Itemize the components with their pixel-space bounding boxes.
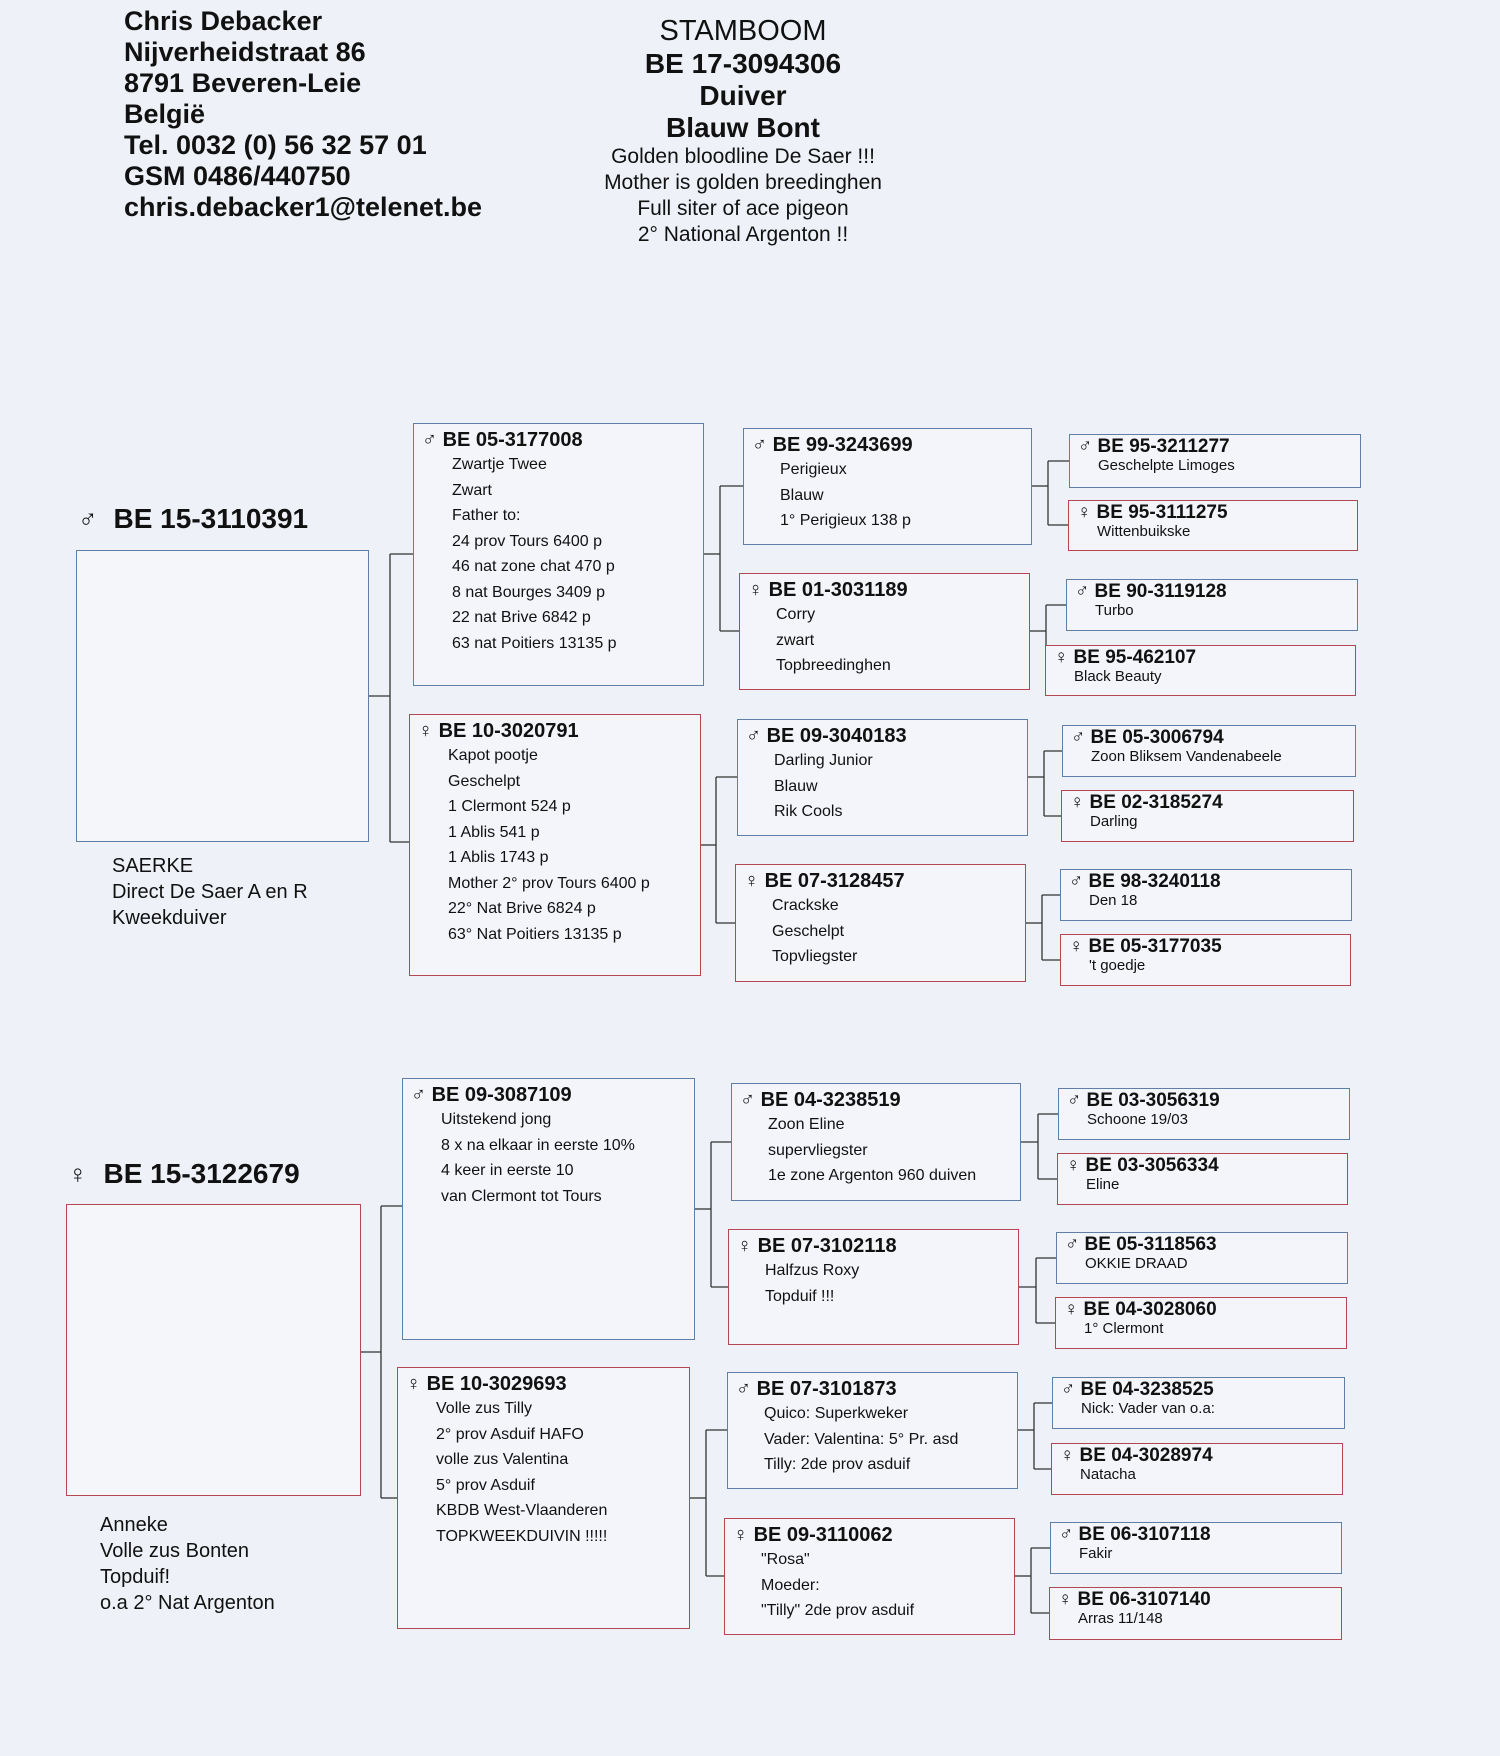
card-detail-line: Zoon Eline <box>768 1116 845 1133</box>
father-notes <box>112 853 308 931</box>
pedigree-card-mother-ff <box>731 1083 1021 1201</box>
card-header <box>1051 1523 1341 1545</box>
card-detail-line: Geschelpt <box>772 922 845 940</box>
card-header <box>1058 1154 1347 1176</box>
card-header <box>410 715 700 743</box>
mother-note: Anneke <box>100 1514 168 1536</box>
male-symbol-icon: ♂ <box>411 1084 432 1106</box>
pedigree-note: Mother is golden breedinghen <box>604 171 882 194</box>
card-header <box>1069 501 1357 523</box>
male-symbol-icon: ♂ <box>1067 1090 1087 1111</box>
card-header <box>1050 1588 1341 1610</box>
card-header <box>1056 1298 1346 1320</box>
ring-number: BE 03-3056319 <box>1086 1090 1220 1111</box>
female-symbol-icon: ♀ <box>744 870 765 892</box>
card-detail-line: Crackske <box>772 897 839 914</box>
male-symbol-icon: ♂ <box>1078 436 1098 457</box>
father-note: SAERKE <box>112 855 194 877</box>
ring-number: BE 07-3102118 <box>757 1235 897 1257</box>
ring-number: BE 99-3243699 <box>772 434 913 456</box>
card-header <box>732 1084 1020 1112</box>
pedigree-card-father-fff <box>1069 434 1361 488</box>
card-detail-line: TOPKWEEKDUIVIN !!!!! <box>436 1527 608 1545</box>
pedigree-card-father-mmm <box>1060 934 1351 986</box>
card-detail-line: Blauw <box>774 777 818 795</box>
card-detail-line: KBDB West-Vlaanderen <box>436 1502 608 1519</box>
mother-notes <box>100 1512 275 1616</box>
ring-number: BE 10-3029693 <box>426 1373 567 1395</box>
card-header <box>1046 646 1355 668</box>
father-photo-frame <box>76 550 369 842</box>
ring-number: BE 07-3128457 <box>764 870 905 892</box>
ring-number: BE 03-3056334 <box>1085 1155 1219 1176</box>
pedigree-card-father-fmm <box>1045 645 1356 696</box>
card-detail-line: Darling <box>1090 813 1138 830</box>
card-detail-line: Moeder: <box>761 1576 820 1594</box>
card-detail-line: 46 nat zone chat 470 p <box>452 558 615 575</box>
pedigree-color: Blauw Bont <box>666 112 820 143</box>
card-detail-line: "Rosa" <box>761 1551 810 1568</box>
ring-number: BE 09-3040183 <box>766 725 907 747</box>
pedigree-card-mother-mmf <box>1050 1522 1342 1574</box>
card-detail-line: Schoone 19/03 <box>1087 1111 1188 1128</box>
ring-number: BE 04-3028974 <box>1079 1445 1213 1466</box>
ring-number: BE 98-3240118 <box>1088 871 1221 892</box>
card-detail-line: Topduif !!! <box>765 1287 835 1305</box>
pedigree-card-father-mother <box>409 714 701 976</box>
card-header <box>736 865 1025 893</box>
father-note: Kweekduiver <box>112 907 227 929</box>
female-symbol-icon: ♀ <box>68 1159 88 1189</box>
ring-number: BE 95-3211277 <box>1097 436 1230 457</box>
card-detail-line: 1 Ablis 541 p <box>448 823 540 841</box>
card-detail-line: Turbo <box>1095 602 1134 619</box>
female-symbol-icon: ♀ <box>406 1373 427 1395</box>
pedigree-card-mother-mfm <box>1051 1443 1343 1495</box>
mother-photo-frame <box>66 1204 361 1496</box>
owner-street: Nijverheidstraat 86 <box>124 37 366 67</box>
female-symbol-icon: ♀ <box>1077 502 1097 523</box>
male-symbol-icon: ♂ <box>78 504 98 534</box>
mother-ring: BE 15-3122679 <box>103 1158 300 1189</box>
male-symbol-icon: ♂ <box>1069 871 1089 892</box>
card-detail-line: 63° Nat Poitiers 13135 p <box>448 925 622 943</box>
pedigree-note: 2° National Argenton !! <box>637 223 849 246</box>
pedigree-card-father-ff <box>743 428 1032 545</box>
ring-number: BE 04-3238525 <box>1080 1379 1214 1400</box>
card-detail-line: 1e zone Argenton 960 duiven <box>768 1167 977 1184</box>
pedigree-sex: Duiver <box>699 80 787 111</box>
ring-number: BE 06-3107118 <box>1078 1524 1211 1545</box>
ring-number: BE 09-3087109 <box>431 1084 572 1106</box>
male-symbol-icon: ♂ <box>740 1089 761 1111</box>
card-detail-line: 1 Clermont 524 p <box>448 798 571 815</box>
ring-number: BE 10-3020791 <box>438 720 579 742</box>
card-detail-line: Corry <box>776 606 816 623</box>
card-detail-line: Eline <box>1086 1176 1120 1193</box>
card-detail-line: Nick: Vader van o.a: <box>1081 1400 1215 1417</box>
female-symbol-icon: ♀ <box>1060 1445 1080 1466</box>
ring-number: BE 05-3177035 <box>1088 936 1222 957</box>
ring-number: BE 01-3031189 <box>768 579 908 601</box>
card-header <box>1062 791 1353 813</box>
card-header <box>414 424 703 452</box>
card-detail-line: Kapot pootje <box>448 747 538 764</box>
card-header <box>1070 435 1360 457</box>
card-detail-line: 1° Perigieux 138 p <box>780 512 911 529</box>
card-detail-line: Black Beauty <box>1074 668 1162 685</box>
card-detail-line: Zwartje Twee <box>452 456 547 473</box>
female-symbol-icon: ♀ <box>733 1524 754 1546</box>
owner-city: 8791 Beveren-Leie <box>124 68 362 98</box>
pedigree-card-mother-fff <box>1058 1088 1350 1140</box>
female-symbol-icon: ♀ <box>1066 1155 1086 1176</box>
male-symbol-icon: ♂ <box>1065 1234 1085 1255</box>
card-detail-line: 24 prov Tours 6400 p <box>452 532 603 550</box>
pedigree-card-father-mf <box>737 719 1028 836</box>
card-detail-line: supervliegster <box>768 1141 868 1159</box>
card-detail-line: Den 18 <box>1089 892 1138 909</box>
pedigree-card-father-mm <box>735 864 1026 982</box>
card-detail-line: 63 nat Poitiers 13135 p <box>452 634 617 652</box>
ring-number: BE 90-3119128 <box>1094 581 1227 602</box>
male-symbol-icon: ♂ <box>752 434 773 456</box>
card-detail-line: 1° Clermont <box>1084 1320 1164 1337</box>
card-detail-line: Vader: Valentina: 5° Pr. asd <box>764 1430 959 1448</box>
ring-number: BE 05-3177008 <box>442 429 583 451</box>
pedigree-card-mother-mother <box>397 1367 690 1629</box>
card-detail-line: volle zus Valentina <box>436 1451 569 1468</box>
pedigree-card-father-mff <box>1062 725 1356 777</box>
female-symbol-icon: ♀ <box>1058 1589 1078 1610</box>
father-note: Direct De Saer A en R <box>112 881 308 903</box>
card-detail-line: OKKIE DRAAD <box>1085 1255 1188 1272</box>
card-detail-line: 't goedje <box>1089 957 1146 974</box>
pedigree-card-mother-father <box>402 1078 695 1340</box>
female-symbol-icon: ♀ <box>1054 647 1074 668</box>
pedigree-note: Golden bloodline De Saer !!! <box>611 145 875 168</box>
card-detail-line: 22° Nat Brive 6824 p <box>448 900 596 917</box>
female-symbol-icon: ♀ <box>737 1235 758 1257</box>
card-detail-line: Halfzus Roxy <box>765 1262 860 1279</box>
ring-number: BE 95-3111275 <box>1096 502 1228 523</box>
owner-country: België <box>124 99 206 129</box>
card-detail-line: Rik Cools <box>774 803 843 820</box>
card-header <box>1057 1233 1347 1255</box>
pedigree-note: Full siter of ace pigeon <box>637 197 849 220</box>
card-header <box>1053 1378 1344 1400</box>
mother-note: Topduif! <box>100 1566 171 1588</box>
pedigree-card-mother-fm <box>728 1229 1019 1345</box>
card-detail-line: 1 Ablis 1743 p <box>448 849 549 866</box>
ring-number: BE 95-462107 <box>1073 647 1197 668</box>
card-header <box>403 1079 694 1107</box>
male-symbol-icon: ♂ <box>1071 727 1091 748</box>
card-header <box>398 1368 689 1396</box>
card-header <box>729 1230 1018 1258</box>
pedigree-card-mother-fmm <box>1055 1297 1347 1349</box>
card-detail-line: Perigieux <box>780 461 847 478</box>
pedigree-card-mother-fmf <box>1056 1232 1348 1284</box>
ring-number: BE 02-3185274 <box>1089 792 1223 813</box>
female-symbol-icon: ♀ <box>418 720 439 742</box>
card-detail-line: Wittenbuikske <box>1097 523 1191 540</box>
card-header <box>728 1373 1017 1401</box>
father-heading <box>78 503 308 535</box>
mother-note: o.a 2° Nat Argenton <box>100 1592 275 1614</box>
pedigree-ring-number: BE 17-3094306 <box>644 48 842 79</box>
card-detail-line: Geschelpt <box>448 772 521 790</box>
card-header <box>725 1519 1014 1547</box>
ring-number: BE 04-3028060 <box>1083 1299 1217 1320</box>
ring-number: BE 04-3238519 <box>760 1089 901 1111</box>
pedigree-card-father-mfm <box>1061 790 1354 842</box>
card-detail-line: "Tilly" 2de prov asduif <box>761 1602 915 1619</box>
pedigree-heading: STAMBOOM <box>659 15 827 47</box>
male-symbol-icon: ♂ <box>422 429 443 451</box>
card-detail-line: 4 keer in eerste 10 <box>441 1162 574 1179</box>
card-header <box>738 720 1027 748</box>
pedigree-card-mother-mf <box>727 1372 1018 1489</box>
card-detail-line: Topbreedinghen <box>776 657 891 674</box>
pedigree-card-mother-mff <box>1052 1377 1345 1429</box>
male-symbol-icon: ♂ <box>746 725 767 747</box>
card-detail-line: Volle zus Tilly <box>436 1400 533 1417</box>
card-detail-line: Natacha <box>1080 1466 1136 1483</box>
card-detail-line: Mother 2° prov Tours 6400 p <box>448 874 650 892</box>
card-detail-line: Father to: <box>452 507 521 524</box>
female-symbol-icon: ♀ <box>1064 1299 1084 1320</box>
card-header <box>1052 1444 1342 1466</box>
card-detail-line: van Clermont tot Tours <box>441 1187 602 1205</box>
card-header <box>1061 935 1350 957</box>
card-detail-line: Geschelpte Limoges <box>1098 457 1235 474</box>
female-symbol-icon: ♀ <box>748 579 769 601</box>
pedigree-card-father-father <box>413 423 704 686</box>
ring-number: BE 05-3006794 <box>1090 727 1224 748</box>
owner-phone: Tel. 0032 (0) 56 32 57 01 <box>124 130 427 160</box>
card-detail-line: Quico: Superkweker <box>764 1405 909 1422</box>
male-symbol-icon: ♂ <box>1059 1524 1079 1545</box>
card-detail-line: Darling Junior <box>774 752 873 769</box>
pedigree-card-mother-mm <box>724 1518 1015 1635</box>
card-detail-line: 5° prov Asduif <box>436 1476 535 1494</box>
card-detail-line: Tilly: 2de prov asduif <box>764 1456 911 1473</box>
male-symbol-icon: ♂ <box>1061 1379 1081 1400</box>
pedigree-card-mother-ffm <box>1057 1153 1348 1205</box>
card-header <box>1067 580 1357 602</box>
male-symbol-icon: ♂ <box>1075 581 1095 602</box>
female-symbol-icon: ♀ <box>1070 792 1090 813</box>
owner-email: chris.debacker1@telenet.be <box>124 192 482 222</box>
card-detail-line: 22 nat Brive 6842 p <box>452 609 591 626</box>
female-symbol-icon: ♀ <box>1069 936 1089 957</box>
card-detail-line: 8 nat Bourges 3409 p <box>452 583 606 601</box>
pedigree-card-father-ffm <box>1068 500 1358 551</box>
owner-name: Chris Debacker <box>124 6 323 36</box>
card-header <box>740 574 1029 602</box>
card-detail-line: Fakir <box>1079 1545 1113 1562</box>
card-header <box>1059 1089 1349 1111</box>
ring-number: BE 09-3110062 <box>753 1524 893 1546</box>
card-detail-line: 8 x na elkaar in eerste 10% <box>441 1136 635 1154</box>
card-detail-line: Topvliegster <box>772 948 858 965</box>
pedigree-card-father-fmf <box>1066 579 1358 631</box>
father-ring: BE 15-3110391 <box>113 503 309 534</box>
card-detail-line: Zwart <box>452 481 492 499</box>
owner-mobile: GSM 0486/440750 <box>124 161 351 191</box>
card-header <box>744 429 1031 457</box>
ring-number: BE 06-3107140 <box>1077 1589 1211 1610</box>
pedigree-card-father-fm <box>739 573 1030 690</box>
card-detail-line: 2° prov Asduif HAFO <box>436 1425 584 1443</box>
card-detail-line: Arras 11/148 <box>1078 1610 1163 1627</box>
card-detail-line: Blauw <box>780 486 824 504</box>
mother-heading <box>68 1158 300 1190</box>
card-detail-line: zwart <box>776 631 815 649</box>
male-symbol-icon: ♂ <box>736 1378 757 1400</box>
mother-note: Volle zus Bonten <box>100 1540 249 1562</box>
ring-number: BE 07-3101873 <box>756 1378 897 1400</box>
card-detail-line: Uitstekend jong <box>441 1111 552 1128</box>
card-detail-line: Zoon Bliksem Vandenabeele <box>1091 748 1282 765</box>
ring-number: BE 05-3118563 <box>1084 1234 1217 1255</box>
card-header <box>1061 870 1351 892</box>
pedigree-card-father-mmf <box>1060 869 1352 921</box>
card-header <box>1063 726 1355 748</box>
pedigree-card-mother-mmm <box>1049 1587 1342 1640</box>
